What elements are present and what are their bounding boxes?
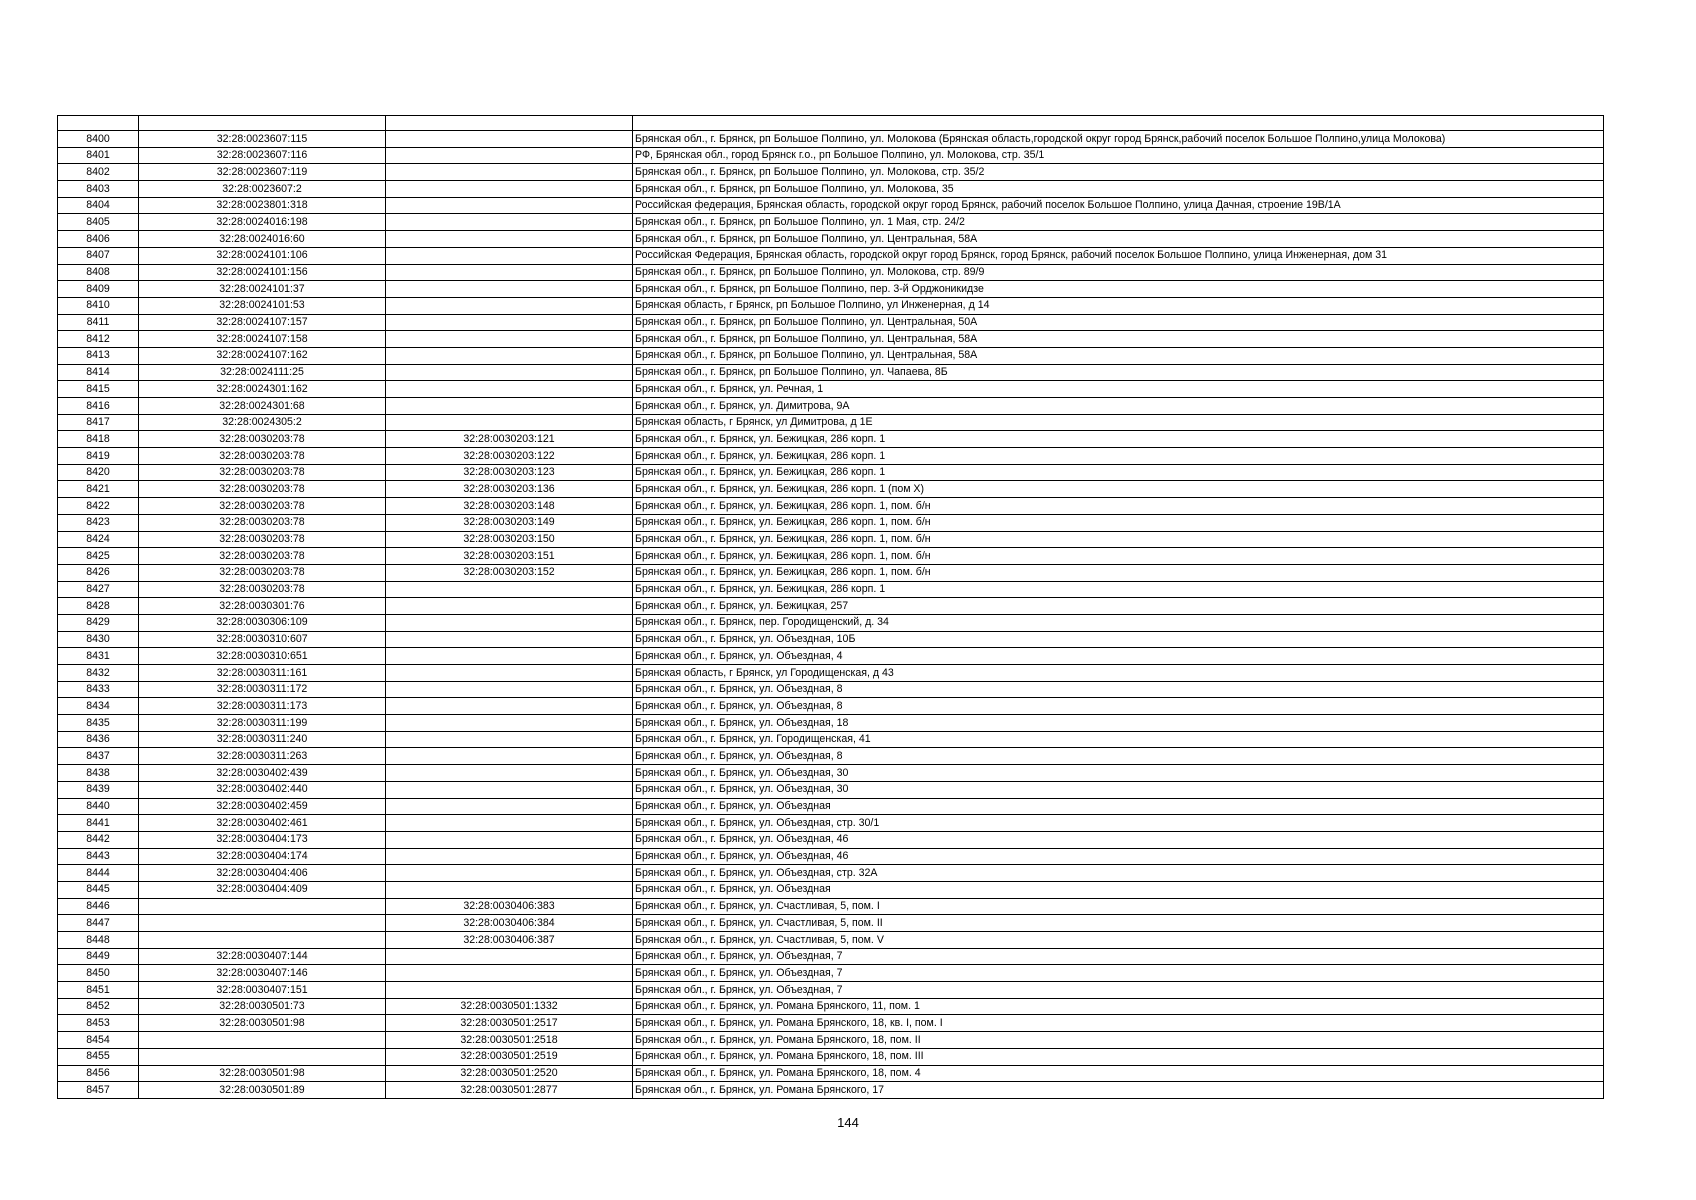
table-row	[58, 581, 1604, 598]
address-cell: Брянская обл., г. Брянск, ул. Объездная, стр. 30/1	[633, 815, 1604, 832]
row-number-cell: 8414	[58, 364, 139, 381]
address-cell: Брянская обл., г. Брянск, ул. Романа Брянского, 17	[633, 1082, 1604, 1099]
address-cell: Брянская обл., г. Брянск, пер. Городищенский, д. 34	[633, 614, 1604, 631]
table-row	[58, 681, 1604, 698]
cadastral-number-cell	[139, 1032, 386, 1049]
address-cell: Брянская обл., г. Брянск, ул. Городищенская, 41	[633, 731, 1604, 748]
cadastral-number-cell: 32:28:0030203:78	[139, 498, 386, 515]
cadastral-number-cell: 32:28:0030203:78	[139, 531, 386, 548]
address-cell: Брянская обл., г. Брянск, рп Большое Полпино, ул. Центральная, 58А	[633, 347, 1604, 364]
address-cell: Брянская обл., г. Брянск, ул. Объездная, 10Б	[633, 631, 1604, 648]
linked-cadastral-number-cell	[386, 131, 633, 148]
table-row	[58, 498, 1604, 515]
cadastral-number-cell: 32:28:0030301:76	[139, 598, 386, 615]
table-row	[58, 331, 1604, 348]
address-cell: Брянская обл., г. Брянск, ул. Бежицкая, 286 корп. 1, пом. б/н	[633, 498, 1604, 515]
header-cell-empty	[58, 116, 139, 131]
row-number-cell: 8403	[58, 181, 139, 198]
row-number-cell: 8446	[58, 898, 139, 915]
row-number-cell: 8456	[58, 1065, 139, 1082]
linked-cadastral-number-cell: 32:28:0030203:151	[386, 548, 633, 565]
cadastral-number-cell: 32:28:0024301:68	[139, 398, 386, 415]
linked-cadastral-number-cell	[386, 581, 633, 598]
row-number-cell: 8452	[58, 998, 139, 1015]
registry-table-body	[58, 116, 1604, 1099]
cadastral-number-cell: 32:28:0024101:106	[139, 247, 386, 264]
address-cell: Брянская обл., г. Брянск, ул. Объездная	[633, 798, 1604, 815]
linked-cadastral-number-cell: 32:28:0030203:121	[386, 431, 633, 448]
cadastral-number-cell: 32:28:0030311:161	[139, 665, 386, 682]
row-number-cell: 8423	[58, 514, 139, 531]
table-row	[58, 731, 1604, 748]
linked-cadastral-number-cell	[386, 698, 633, 715]
row-number-cell: 8431	[58, 648, 139, 665]
cadastral-number-cell: 32:28:0030501:89	[139, 1082, 386, 1099]
row-number-cell: 8412	[58, 331, 139, 348]
cadastral-number-cell: 32:28:0030402:459	[139, 798, 386, 815]
address-cell: Брянская обл., г. Брянск, ул. Счастливая, 5, пом. I	[633, 898, 1604, 915]
linked-cadastral-number-cell	[386, 731, 633, 748]
table-row	[58, 948, 1604, 965]
row-number-cell: 8438	[58, 765, 139, 782]
address-cell: Брянская обл., г. Брянск, ул. Димитрова, 9А	[633, 398, 1604, 415]
address-cell: Брянская обл., г. Брянск, ул. Объездная, 8	[633, 748, 1604, 765]
linked-cadastral-number-cell: 32:28:0030406:384	[386, 915, 633, 932]
linked-cadastral-number-cell	[386, 214, 633, 231]
address-cell: Брянская область, г Брянск, ул Димитрова, д 1Е	[633, 414, 1604, 431]
table-row	[58, 982, 1604, 999]
table-row	[58, 798, 1604, 815]
registry-table	[57, 115, 1604, 1099]
address-cell: Брянская обл., г. Брянск, ул. Объездная, 30	[633, 765, 1604, 782]
cadastral-number-cell: 32:28:0024101:156	[139, 264, 386, 281]
table-row	[58, 815, 1604, 832]
address-cell: Брянская обл., г. Брянск, ул. Объездная, 4	[633, 648, 1604, 665]
table-row	[58, 197, 1604, 214]
address-cell: Брянская обл., г. Брянск, ул. Бежицкая, 286 корп. 1, пом. б/н	[633, 514, 1604, 531]
table-row	[58, 1048, 1604, 1065]
linked-cadastral-number-cell	[386, 865, 633, 882]
table-row	[58, 998, 1604, 1015]
table-row	[58, 147, 1604, 164]
linked-cadastral-number-cell: 32:28:0030203:148	[386, 498, 633, 515]
address-cell: Брянская обл., г. Брянск, ул. Объездная	[633, 881, 1604, 898]
table-row	[58, 1032, 1604, 1049]
header-cell-empty	[633, 116, 1604, 131]
row-number-cell: 8442	[58, 831, 139, 848]
row-number-cell: 8451	[58, 982, 139, 999]
linked-cadastral-number-cell	[386, 715, 633, 732]
row-number-cell: 8409	[58, 281, 139, 298]
table-row	[58, 865, 1604, 882]
linked-cadastral-number-cell	[386, 347, 633, 364]
row-number-cell: 8450	[58, 965, 139, 982]
table-row	[58, 781, 1604, 798]
cadastral-number-cell: 32:28:0030203:78	[139, 564, 386, 581]
address-cell: Брянская обл., г. Брянск, рп Большое Полпино, ул. Центральная, 58А	[633, 231, 1604, 248]
row-number-cell: 8410	[58, 297, 139, 314]
cadastral-number-cell: 32:28:0030407:144	[139, 948, 386, 965]
cadastral-number-cell	[139, 932, 386, 949]
linked-cadastral-number-cell	[386, 815, 633, 832]
cadastral-number-cell: 32:28:0024301:162	[139, 381, 386, 398]
linked-cadastral-number-cell	[386, 314, 633, 331]
address-cell: Брянская обл., г. Брянск, ул. Романа Брянского, 18, кв. I, пом. I	[633, 1015, 1604, 1032]
table-row	[58, 665, 1604, 682]
address-cell: Брянская обл., г. Брянск, ул. Бежицкая, 286 корп. 1, пом. б/н	[633, 548, 1604, 565]
linked-cadastral-number-cell	[386, 281, 633, 298]
table-row	[58, 231, 1604, 248]
table-row	[58, 881, 1604, 898]
linked-cadastral-number-cell	[386, 748, 633, 765]
address-cell: Брянская обл., г. Брянск, рп Большое Полпино, ул. Молокова, стр. 35/2	[633, 164, 1604, 181]
linked-cadastral-number-cell	[386, 965, 633, 982]
cadastral-number-cell: 32:28:0024107:158	[139, 331, 386, 348]
linked-cadastral-number-cell: 32:28:0030203:149	[386, 514, 633, 531]
row-number-cell: 8417	[58, 414, 139, 431]
linked-cadastral-number-cell: 32:28:0030203:152	[386, 564, 633, 581]
address-cell: Брянская обл., г. Брянск, рп Большое Полпино, ул. 1 Мая, стр. 24/2	[633, 214, 1604, 231]
linked-cadastral-number-cell	[386, 231, 633, 248]
table-row	[58, 131, 1604, 148]
cadastral-number-cell: 32:28:0030203:78	[139, 448, 386, 465]
address-cell: Брянская обл., г. Брянск, ул. Счастливая, 5, пом. V	[633, 932, 1604, 949]
table-row	[58, 297, 1604, 314]
cadastral-number-cell: 32:28:0030407:146	[139, 965, 386, 982]
row-number-cell: 8413	[58, 347, 139, 364]
address-cell: Брянская обл., г. Брянск, ул. Объездная, 8	[633, 698, 1604, 715]
linked-cadastral-number-cell: 32:28:0030203:122	[386, 448, 633, 465]
table-row	[58, 915, 1604, 932]
row-number-cell: 8424	[58, 531, 139, 548]
linked-cadastral-number-cell	[386, 982, 633, 999]
linked-cadastral-number-cell	[386, 331, 633, 348]
table-row	[58, 698, 1604, 715]
table-row	[58, 381, 1604, 398]
address-cell: Брянская обл., г. Брянск, рп Большое Полпино, ул. Чапаева, 8Б	[633, 364, 1604, 381]
table-row	[58, 631, 1604, 648]
cadastral-number-cell: 32:28:0024305:2	[139, 414, 386, 431]
page-number: 144	[837, 1115, 859, 1130]
table-row	[58, 932, 1604, 949]
row-number-cell: 8420	[58, 464, 139, 481]
row-number-cell: 8427	[58, 581, 139, 598]
linked-cadastral-number-cell	[386, 598, 633, 615]
table-row	[58, 564, 1604, 581]
linked-cadastral-number-cell	[386, 147, 633, 164]
cadastral-number-cell: 32:28:0024101:37	[139, 281, 386, 298]
table-row	[58, 548, 1604, 565]
row-number-cell: 8404	[58, 197, 139, 214]
row-number-cell: 8449	[58, 948, 139, 965]
address-cell: Брянская обл., г. Брянск, ул. Романа Брянского, 18, пом. II	[633, 1032, 1604, 1049]
address-cell: РФ, Брянская обл., город Брянск г.о., рп Большое Полпино, ул. Молокова, стр. 35/1	[633, 147, 1604, 164]
linked-cadastral-number-cell: 32:28:0030203:150	[386, 531, 633, 548]
address-cell: Брянская обл., г. Брянск, ул. Бежицкая, 286 корп. 1	[633, 431, 1604, 448]
table-row	[58, 531, 1604, 548]
table-row	[58, 264, 1604, 281]
linked-cadastral-number-cell: 32:28:0030203:136	[386, 481, 633, 498]
address-cell: Брянская обл., г. Брянск, рп Большое Полпино, ул. Центральная, 50А	[633, 314, 1604, 331]
row-number-cell: 8405	[58, 214, 139, 231]
cadastral-number-cell: 32:28:0030203:78	[139, 464, 386, 481]
table-row	[58, 848, 1604, 865]
cadastral-number-cell: 32:28:0030310:651	[139, 648, 386, 665]
row-number-cell: 8433	[58, 681, 139, 698]
row-number-cell: 8425	[58, 548, 139, 565]
address-cell: Брянская обл., г. Брянск, ул. Объездная, 46	[633, 848, 1604, 865]
address-cell: Брянская область, г Брянск, ул Городищенская, д 43	[633, 665, 1604, 682]
row-number-cell: 8448	[58, 932, 139, 949]
linked-cadastral-number-cell	[386, 164, 633, 181]
header-cell-empty	[386, 116, 633, 131]
row-number-cell: 8436	[58, 731, 139, 748]
address-cell: Брянская обл., г. Брянск, ул. Речная, 1	[633, 381, 1604, 398]
address-cell: Брянская обл., г. Брянск, рп Большое Полпино, ул. Центральная, 58А	[633, 331, 1604, 348]
address-cell: Брянская обл., г. Брянск, ул. Объездная, 30	[633, 781, 1604, 798]
header-cell-empty	[139, 116, 386, 131]
linked-cadastral-number-cell	[386, 197, 633, 214]
cadastral-number-cell: 32:28:0030402:439	[139, 765, 386, 782]
cadastral-number-cell: 32:28:0030404:406	[139, 865, 386, 882]
table-header-row	[58, 116, 1604, 131]
row-number-cell: 8411	[58, 314, 139, 331]
linked-cadastral-number-cell: 32:28:0030501:2518	[386, 1032, 633, 1049]
table-row	[58, 247, 1604, 264]
cadastral-number-cell: 32:28:0030203:78	[139, 581, 386, 598]
row-number-cell: 8441	[58, 815, 139, 832]
table-row	[58, 448, 1604, 465]
cadastral-number-cell: 32:28:0030203:78	[139, 481, 386, 498]
linked-cadastral-number-cell: 32:28:0030501:1332	[386, 998, 633, 1015]
cadastral-number-cell: 32:28:0030404:174	[139, 848, 386, 865]
cadastral-number-cell: 32:28:0030306:109	[139, 614, 386, 631]
address-cell: Брянская обл., г. Брянск, ул. Романа Брянского, 18, пом. 4	[633, 1065, 1604, 1082]
table-row	[58, 514, 1604, 531]
row-number-cell: 8415	[58, 381, 139, 398]
address-cell: Российская Федерация, Брянская область, городской округ город Брянск, город Брянск, рабочий поселок Большое Полпино, улица Инженерная, дом 31	[633, 247, 1604, 264]
linked-cadastral-number-cell	[386, 414, 633, 431]
cadastral-number-cell: 32:28:0030311:173	[139, 698, 386, 715]
linked-cadastral-number-cell: 32:28:0030406:387	[386, 932, 633, 949]
row-number-cell: 8422	[58, 498, 139, 515]
address-cell: Брянская обл., г. Брянск, ул. Объездная, стр. 32А	[633, 865, 1604, 882]
table-row	[58, 765, 1604, 782]
cadastral-number-cell: 32:28:0030402:440	[139, 781, 386, 798]
table-row	[58, 598, 1604, 615]
cadastral-number-cell: 32:28:0030311:263	[139, 748, 386, 765]
cadastral-number-cell: 32:28:0030404:409	[139, 881, 386, 898]
address-cell: Брянская обл., г. Брянск, рп Большое Полпино, пер. 3-й Орджоникидзе	[633, 281, 1604, 298]
address-cell: Брянская обл., г. Брянск, ул. Объездная, 7	[633, 948, 1604, 965]
address-cell: Брянская обл., г. Брянск, ул. Объездная, 18	[633, 715, 1604, 732]
linked-cadastral-number-cell	[386, 798, 633, 815]
cadastral-number-cell: 32:28:0023607:2	[139, 181, 386, 198]
cadastral-number-cell	[139, 898, 386, 915]
row-number-cell: 8455	[58, 1048, 139, 1065]
row-number-cell: 8418	[58, 431, 139, 448]
cadastral-number-cell: 32:28:0030402:461	[139, 815, 386, 832]
table-row	[58, 281, 1604, 298]
table-row	[58, 648, 1604, 665]
address-cell: Брянская обл., г. Брянск, ул. Бежицкая, 257	[633, 598, 1604, 615]
row-number-cell: 8400	[58, 131, 139, 148]
cadastral-number-cell: 32:28:0030310:607	[139, 631, 386, 648]
address-cell: Брянская обл., г. Брянск, ул. Объездная, 7	[633, 982, 1604, 999]
table-row	[58, 314, 1604, 331]
linked-cadastral-number-cell	[386, 881, 633, 898]
table-row	[58, 748, 1604, 765]
linked-cadastral-number-cell	[386, 264, 633, 281]
cadastral-number-cell: 32:28:0030407:151	[139, 982, 386, 999]
cadastral-number-cell: 32:28:0024101:53	[139, 297, 386, 314]
cadastral-number-cell: 32:28:0030311:199	[139, 715, 386, 732]
row-number-cell: 8408	[58, 264, 139, 281]
linked-cadastral-number-cell	[386, 681, 633, 698]
row-number-cell: 8416	[58, 398, 139, 415]
cadastral-number-cell: 32:28:0024016:198	[139, 214, 386, 231]
linked-cadastral-number-cell	[386, 831, 633, 848]
address-cell: Брянская обл., г. Брянск, ул. Бежицкая, 286 корп. 1 (пом X)	[633, 481, 1604, 498]
row-number-cell: 8421	[58, 481, 139, 498]
linked-cadastral-number-cell	[386, 181, 633, 198]
linked-cadastral-number-cell	[386, 648, 633, 665]
table-row	[58, 481, 1604, 498]
row-number-cell: 8402	[58, 164, 139, 181]
linked-cadastral-number-cell: 32:28:0030501:2877	[386, 1082, 633, 1099]
linked-cadastral-number-cell	[386, 848, 633, 865]
table-row	[58, 614, 1604, 631]
cadastral-number-cell: 32:28:0030501:98	[139, 1015, 386, 1032]
row-number-cell: 8428	[58, 598, 139, 615]
linked-cadastral-number-cell	[386, 631, 633, 648]
row-number-cell: 8435	[58, 715, 139, 732]
linked-cadastral-number-cell: 32:28:0030501:2520	[386, 1065, 633, 1082]
cadastral-number-cell: 32:28:0030501:73	[139, 998, 386, 1015]
row-number-cell: 8440	[58, 798, 139, 815]
row-number-cell: 8401	[58, 147, 139, 164]
row-number-cell: 8453	[58, 1015, 139, 1032]
linked-cadastral-number-cell: 32:28:0030406:383	[386, 898, 633, 915]
linked-cadastral-number-cell	[386, 297, 633, 314]
cadastral-number-cell: 32:28:0024107:157	[139, 314, 386, 331]
linked-cadastral-number-cell	[386, 665, 633, 682]
row-number-cell: 8406	[58, 231, 139, 248]
cadastral-number-cell	[139, 1048, 386, 1065]
linked-cadastral-number-cell	[386, 381, 633, 398]
linked-cadastral-number-cell: 32:28:0030203:123	[386, 464, 633, 481]
row-number-cell: 8430	[58, 631, 139, 648]
cadastral-number-cell: 32:28:0023607:115	[139, 131, 386, 148]
linked-cadastral-number-cell	[386, 364, 633, 381]
table-row	[58, 431, 1604, 448]
address-cell: Брянская обл., г. Брянск, ул. Счастливая, 5, пом. II	[633, 915, 1604, 932]
address-cell: Брянская обл., г. Брянск, рп Большое Полпино, ул. Молокова (Брянская область,городской округ город Брянск,рабочий поселок Большое Полпино,улица Молокова)	[633, 131, 1604, 148]
table-row	[58, 831, 1604, 848]
linked-cadastral-number-cell: 32:28:0030501:2517	[386, 1015, 633, 1032]
address-cell: Брянская обл., г. Брянск, ул. Бежицкая, 286 корп. 1	[633, 448, 1604, 465]
linked-cadastral-number-cell	[386, 398, 633, 415]
address-cell: Брянская обл., г. Брянск, ул. Бежицкая, 286 корп. 1, пом. б/н	[633, 564, 1604, 581]
cadastral-number-cell: 32:28:0030311:172	[139, 681, 386, 698]
address-cell: Брянская обл., г. Брянск, ул. Романа Брянского, 18, пом. III	[633, 1048, 1604, 1065]
table-row	[58, 1015, 1604, 1032]
table-row	[58, 965, 1604, 982]
row-number-cell: 8432	[58, 665, 139, 682]
cadastral-number-cell: 32:28:0023607:119	[139, 164, 386, 181]
linked-cadastral-number-cell: 32:28:0030501:2519	[386, 1048, 633, 1065]
linked-cadastral-number-cell	[386, 948, 633, 965]
table-row	[58, 715, 1604, 732]
table-row	[58, 414, 1604, 431]
linked-cadastral-number-cell	[386, 765, 633, 782]
row-number-cell: 8437	[58, 748, 139, 765]
cadastral-number-cell: 32:28:0030203:78	[139, 548, 386, 565]
address-cell: Брянская обл., г. Брянск, ул. Объездная, 46	[633, 831, 1604, 848]
cadastral-number-cell: 32:28:0023607:116	[139, 147, 386, 164]
address-cell: Брянская обл., г. Брянск, рп Большое Полпино, ул. Молокова, 35	[633, 181, 1604, 198]
address-cell: Брянская обл., г. Брянск, ул. Объездная, 7	[633, 965, 1604, 982]
row-number-cell: 8429	[58, 614, 139, 631]
address-cell: Российская федерация, Брянская область, городской округ город Брянск, рабочий поселок Большое Полпино, улица Дачная, строение 19В/1А	[633, 197, 1604, 214]
address-cell: Брянская обл., г. Брянск, рп Большое Полпино, ул. Молокова, стр. 89/9	[633, 264, 1604, 281]
row-number-cell: 8457	[58, 1082, 139, 1099]
cadastral-number-cell: 32:28:0024111:25	[139, 364, 386, 381]
table-row	[58, 347, 1604, 364]
cadastral-number-cell: 32:28:0030501:98	[139, 1065, 386, 1082]
address-cell: Брянская обл., г. Брянск, ул. Объездная, 8	[633, 681, 1604, 698]
row-number-cell: 8407	[58, 247, 139, 264]
table-row	[58, 398, 1604, 415]
cadastral-number-cell: 32:28:0030203:78	[139, 514, 386, 531]
row-number-cell: 8443	[58, 848, 139, 865]
address-cell: Брянская обл., г. Брянск, ул. Романа Брянского, 11, пом. 1	[633, 998, 1604, 1015]
table-row	[58, 214, 1604, 231]
row-number-cell: 8454	[58, 1032, 139, 1049]
address-cell: Брянская обл., г. Брянск, ул. Бежицкая, 286 корп. 1, пом. б/н	[633, 531, 1604, 548]
cadastral-number-cell: 32:28:0024016:60	[139, 231, 386, 248]
row-number-cell: 8447	[58, 915, 139, 932]
address-cell: Брянская обл., г. Брянск, ул. Бежицкая, 286 корп. 1	[633, 464, 1604, 481]
address-cell: Брянская обл., г. Брянск, ул. Бежицкая, 286 корп. 1	[633, 581, 1604, 598]
row-number-cell: 8426	[58, 564, 139, 581]
table-row	[58, 898, 1604, 915]
table-row	[58, 1082, 1604, 1099]
table-row	[58, 464, 1604, 481]
linked-cadastral-number-cell	[386, 614, 633, 631]
cadastral-number-cell: 32:28:0030311:240	[139, 731, 386, 748]
cadastral-number-cell: 32:28:0030203:78	[139, 431, 386, 448]
row-number-cell: 8445	[58, 881, 139, 898]
row-number-cell: 8434	[58, 698, 139, 715]
cadastral-number-cell: 32:28:0024107:162	[139, 347, 386, 364]
row-number-cell: 8419	[58, 448, 139, 465]
table-row	[58, 164, 1604, 181]
cadastral-number-cell	[139, 915, 386, 932]
linked-cadastral-number-cell	[386, 247, 633, 264]
table-row	[58, 1065, 1604, 1082]
table-row	[58, 181, 1604, 198]
cadastral-number-cell: 32:28:0023801:318	[139, 197, 386, 214]
cadastral-number-cell: 32:28:0030404:173	[139, 831, 386, 848]
table-row	[58, 364, 1604, 381]
row-number-cell: 8439	[58, 781, 139, 798]
linked-cadastral-number-cell	[386, 781, 633, 798]
row-number-cell: 8444	[58, 865, 139, 882]
address-cell: Брянская область, г Брянск, рп Большое Полпино, ул Инженерная, д 14	[633, 297, 1604, 314]
